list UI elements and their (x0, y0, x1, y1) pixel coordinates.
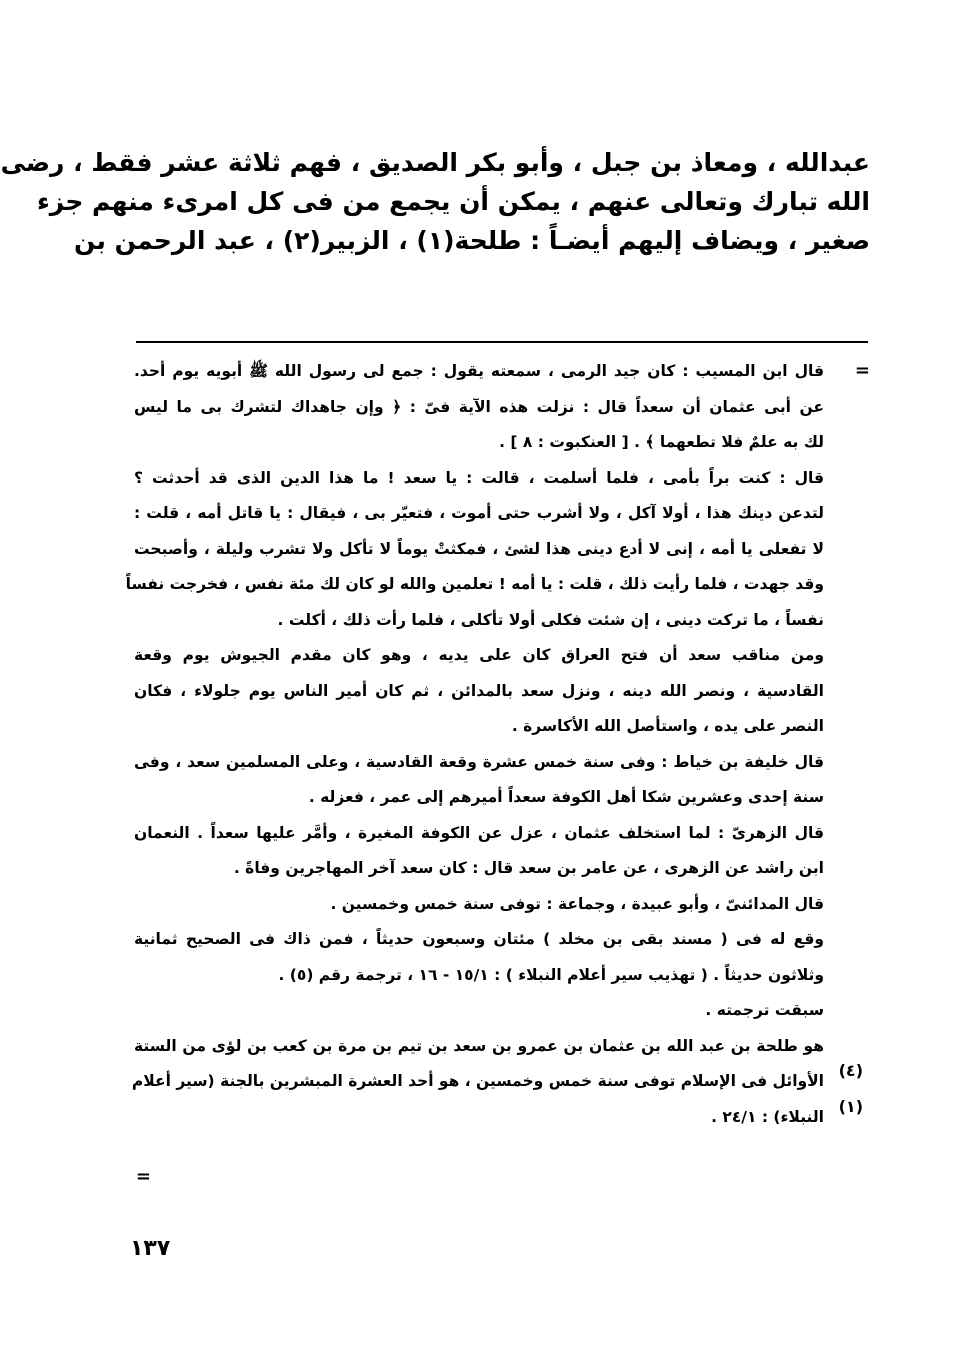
footnote-line: لتدعن دينك هذا ، أولا آكل ، ولا أشرب حتى أموت ، فتعيّر بى ، فيقال : يا قاتل أمه ، قلت : (134, 504, 824, 522)
continuation-marker: = (854, 360, 870, 381)
footnote-line: وقع له فى ( مسند بقى بن مخلد ) مئتان وسبعون حديثاً ، فمن ذاك فى الصحيح ثمانية (134, 930, 824, 948)
footnote-line: لك به علمٌ فلا تطعهما ﴾ . [ العنكبوت : ٨ ] . (499, 433, 824, 451)
footnote-line: قال المدائنىّ ، وأبو عبيدة ، وجماعة : توفى سنة خمس وخمسين . (330, 894, 824, 913)
footnote-1-line: النبلاء) : ٢٤/١ . (711, 1107, 824, 1126)
footnote-line: قال الزهرىّ : لما استخلف عثمان ، عزل عن الكوفة المغيرة ، وأمَّر عليها سعداً . النعمان (134, 823, 824, 842)
footnote-line: عن أبى عثمان أن سعداً قال : نزلت هذه الآية فىّ : ﴿ وإن جاهداك لتشرك بى ما ليس (134, 397, 824, 416)
footnote-line: قال ابن المسيب : كان جيد الرمى ، سمعته يقول : جمع لى رسول الله ﷺ أبويه يوم أحد. (134, 362, 824, 380)
main-text-line: الله تبارك وتعالى عنهم ، يمكن أن يجمع من فى كل امرىء منهم جزء (36, 187, 870, 216)
main-text-line: عبدالله ، ومعاذ بن جبل ، وأبو بكر الصديق ، فهم ثلاثة عشر فقط ، رضى (0, 148, 870, 177)
bottom-continuation-marker: = (135, 1166, 151, 1187)
footnote-1-line: الأوائل فى الإسلام توفى سنة خمس وخمسين ، هو أحد العشرة المبشرين بالجنة (سير أعلام (131, 1072, 824, 1090)
main-text (0, 143, 870, 260)
footnote-line: القادسية ، ونصر الله دينه ، ونزل سعد بالمدائن ، ثم كان أمير الناس يوم جلولاء ، فكان (134, 681, 824, 700)
footnote-line: النصر على يده ، واستأصل الله الأكاسرة . (511, 717, 824, 735)
footnote-separator (136, 341, 868, 343)
footnote-1-number: (١) (838, 1097, 863, 1116)
footnote-line: وثلاثون حديثاً . ( تهذيب سير أعلام النبلاء ) : ١٥/١ - ١٦ ، ترجمة رقم (٥) . (278, 965, 824, 984)
footnote-line: وقد جهدت ، فلما رأيت ذلك ، قلت : يا أمه ! تعلمين والله لو كان لك مئة نفس ، فخرجت نفساً (125, 575, 824, 593)
footnote-line: ومن مناقب سعد أن فتح العراق كان على يديه ، وهو كان مقدم الجيوش يوم وقعة (134, 646, 824, 664)
main-text-line: صغير ، ويضاف إليهم أيضـاً : طلحة(١) ، الزبير(٢) ، عبد الرحمن بن (74, 226, 870, 255)
footnote-line: ابن راشد عن الزهرى ، عن عامر بن سعد قال : كان سعد آخر المهاجرين وفاةً . (233, 859, 824, 877)
footnotes (125, 354, 824, 1135)
page-number: ١٣٧ (130, 1236, 171, 1261)
footnote-line: سنة إحدى وعشرين شكا أهل الكوفة سعداً أميرهم إلى عمر ، فعزله . (308, 788, 824, 806)
footnote-1-line: هو طلحة بن عبد الله بن عثمان بن عمرو بن سعد بن تيم بن مرة بن كعب بن لؤى من الستة (134, 1036, 824, 1055)
footnote-line: قال خليفة بن خياط : وفى سنة خمس عشرة وقعة القادسية ، وعلى المسلمين سعد ، وفى (134, 752, 824, 771)
footnote-line: لا تفعلى يا أمه ، إنى لا أدع دينى هذا لشئ ، فمكثتْ يوماً لا تأكل ولا تشرب وليلة ، وأصبحت (134, 539, 824, 558)
footnote-4: سبقت ترجمته . (705, 1001, 824, 1019)
footnote-line: قال : كنت براً بأمى ، فلما أسلمت ، قالت : يا سعد ! ما هذا الدين الذى قد أحدثت ؟ (134, 468, 824, 487)
footnote-line: نفساً ، ما تركت دينى ، إن شئت فكلى أولا تأكلى ، فلما رأت ذلك ، أكلت . (277, 610, 824, 629)
footnote-4-number: (٤) (838, 1061, 863, 1080)
